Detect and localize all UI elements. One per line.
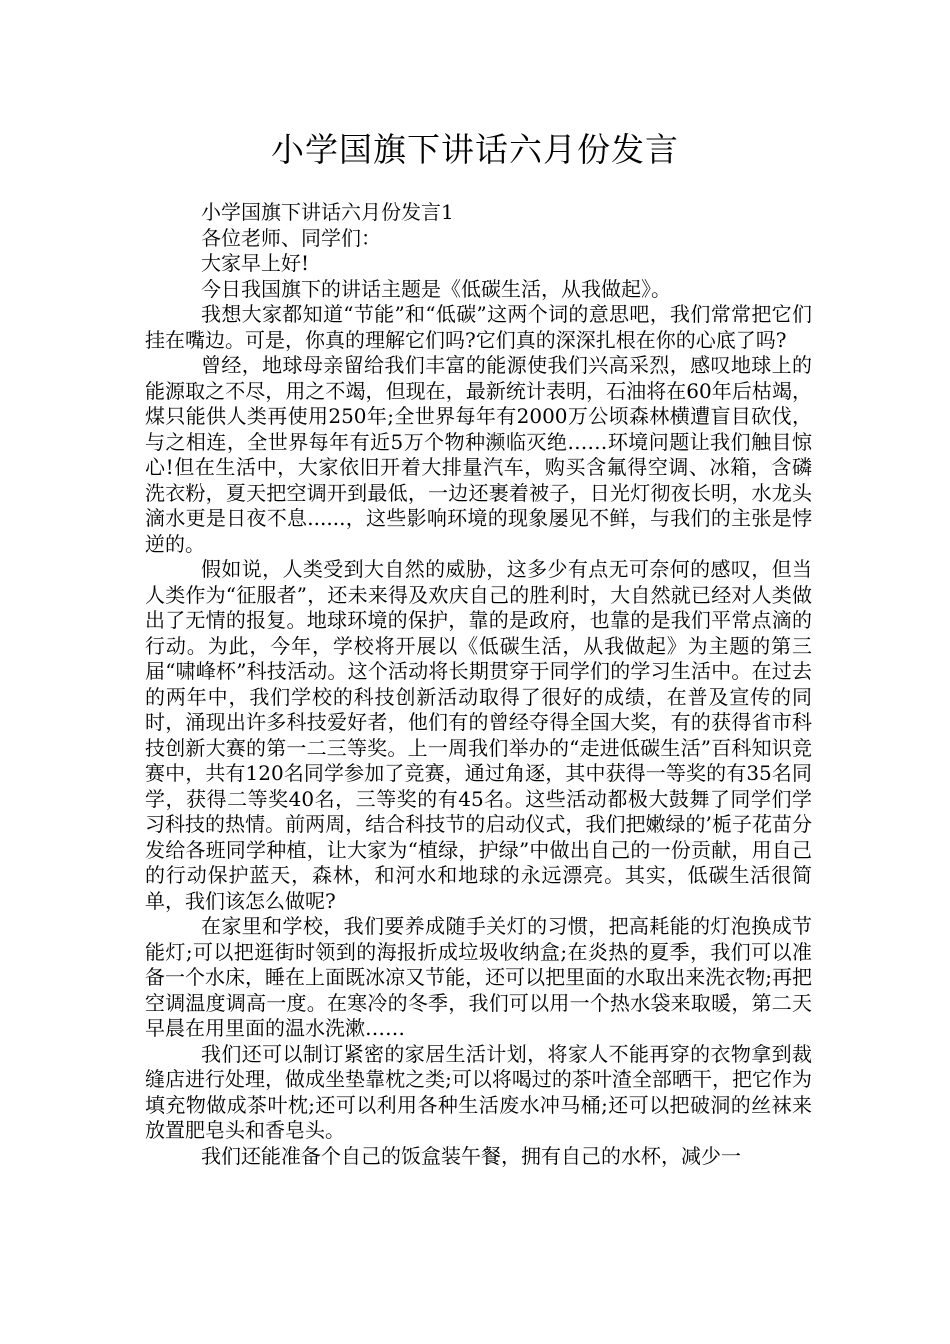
- paragraph-salutation: 各位老师、同学们：: [201, 225, 381, 250]
- document-body: [145, 200, 812, 1169]
- paragraph-body: 在家里和学校，我们要养成随手关灯的习惯，把高耗能的灯泡换成节能灯;可以把逛街时领到的海报折成垃圾收纳盒;在炎热的夏季，我们可以准备一个水床，睡在上面既冰凉又节能，还可以把里面的水取出来洗衣物;再把空调温度调高一度。在寒冷的冬季，我们可以用一个热水袋来取暖，第二天早晨在用里面的温水洗漱……: [145, 914, 812, 1040]
- paragraph-body: 我们还可以制订紧密的家居生活计划，将家人不能再穿的衣物拿到裁缝店进行处理，做成坐垫靠枕之类;可以将喝过的茶叶渣全部晒干，把它作为填充物做成茶叶枕;还可以利用各种生活废水冲马桶;还可以把破洞的丝袜来放置肥皂头和香皂头。: [145, 1041, 812, 1142]
- paragraph-body: 我们还能准备个自己的饭盒装午餐，拥有自己的水杯，减少一: [201, 1143, 741, 1168]
- paragraph-body: 我想大家都知道“节能”和“低碳”这两个词的意思吧，我们常常把它们挂在嘴边。可是，你真的理解它们吗?它们真的深深扎根在你的心底了吗?: [145, 302, 812, 352]
- paragraph-body: 假如说，人类受到大自然的威胁，这多少有点无可奈何的感叹，但当人类作为“征服者”，还未来得及欢庆自己的胜利时，大自然就已经对人类做出了无情的报复。地球环境的保护，靠的是政府，也靠的是我们平常点滴的行动。为此，今年，学校将开展以《低碳生活，从我做起》为主题的第三届“啸峰杯”科技活动。这个活动将长期贯穿于同学们的学习生活中。在过去的两年中，我们学校的科技创新活动取得了很好的成绩，在普及宣传的同时，涌现出许多科技爱好者，他们有的曾经夺得全国大奖，有的获得省市科技创新大赛的第一二三等奖。上一周我们举办的“走进低碳生活”百科知识竞赛中，共有120名同学参加了竞赛，通过角逐，其中获得一等奖的有35名同学，获得二等奖40名，三等奖的有45名。这些活动都极大鼓舞了同学们学习科技的热情。前两周，结合科技节的启动仪式，我们把嫩绿的’栀子花苗分发给各班同学种植，让大家为“植绿，护绿”中做出自己的一份贡献，用自己的行动保护蓝天，森林，和河水和地球的永远漂亮。其实，低碳生活很简单，我们该怎么做呢?: [145, 557, 812, 913]
- document-title: 小学国旗下讲话六月份发言: [271, 130, 679, 169]
- paragraph-topic: 今日我国旗下的讲话主题是《低碳生活，从我做起》。: [201, 276, 671, 301]
- paragraph-body: 曾经，地球母亲留给我们丰富的能源使我们兴高采烈，感叹地球上的能源取之不尽，用之不竭，但现在，最新统计表明，石油将在60年后枯竭，煤只能供人类再使用250年;全世界每年有2000万公顷森林横遭盲目砍伐，与之相连，全世界每年有近5万个物种濒临灭绝……环境问题让我们触目惊心!但在生活中，大家依旧开着大排量汽车，购买含氟得空调、冰箱，含磷洗衣粉，夏天把空调开到最低，一边还裹着被子，日光灯彻夜长明，水龙头滴水更是日夜不息......，这些影响环境的现象屡见不鲜，与我们的主张是悖逆的。: [145, 353, 812, 556]
- paragraph-greeting: 大家早上好!: [201, 251, 310, 275]
- paragraph-heading: 小学国旗下讲话六月份发言1: [201, 200, 454, 224]
